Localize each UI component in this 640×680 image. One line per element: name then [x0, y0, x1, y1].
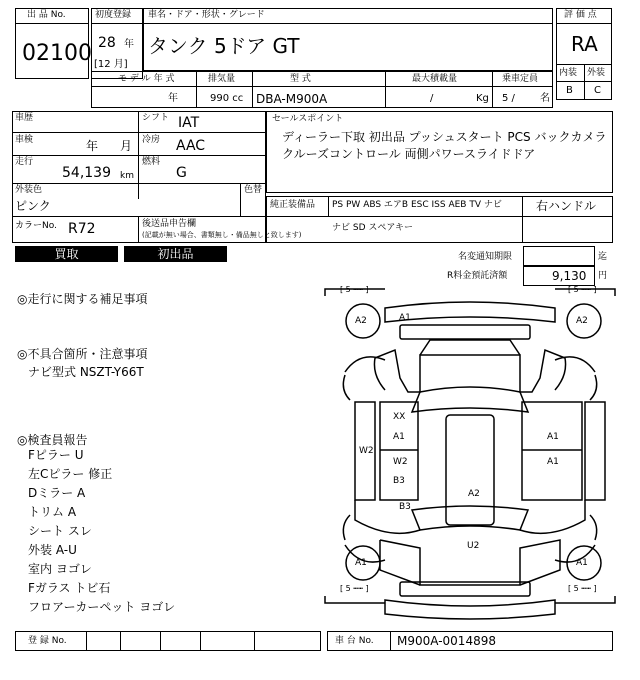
corner-label-tr: [ 5 ┅┅ ] [568, 285, 597, 294]
interior-score: B [566, 85, 573, 96]
inspector-item: 外装 A-U [28, 543, 77, 557]
sales-points-line2: クルーズコントロール 両側パワースライドドア [282, 147, 536, 161]
ac: AAC [176, 138, 206, 154]
color-no-label: カラーNo. [15, 221, 57, 231]
shift-label: シフト [142, 113, 170, 123]
damage-mark-rr-wheel: A1 [576, 558, 588, 568]
inspector-item: 左Cピラー 修正 [28, 467, 113, 481]
damage-mark-left-front-door: A1 [393, 432, 405, 442]
damage-mark-rear-gate: U2 [467, 541, 480, 551]
damage-mark-roof: A2 [468, 489, 480, 499]
post-note: (記載が無い場合、書類無し・備品無しと致します) [142, 231, 302, 239]
inspection-month: 月 [120, 139, 133, 153]
shift: IAT [178, 115, 200, 131]
grade-score: RA [571, 32, 598, 56]
exterior-label: 外装 [587, 68, 606, 78]
car-name: タンク 5ドア GT [148, 34, 300, 58]
color-no: R72 [68, 221, 96, 237]
mileage-label: 走行 [15, 157, 34, 167]
first-reg-year-unit: 年 [124, 39, 134, 50]
capacity: 5 / [502, 93, 515, 104]
model: DBA-M900A [256, 92, 328, 106]
options: ナビ SD スペアキー [332, 223, 414, 233]
inspection-label: 車検 [15, 135, 34, 145]
supplement-title: ◎走行に関する補足事項 [17, 292, 148, 306]
damage-mark-right-front-door: A1 [547, 432, 559, 442]
lot-no: 02100 [22, 41, 92, 66]
displacement-label: 排気量 [208, 74, 236, 84]
inspector-item: シート スレ [28, 524, 92, 538]
inspection-year: 年 [86, 139, 99, 153]
damage-mark-left-quarter-b3: B3 [399, 502, 411, 512]
model-year-label: モ デ ル 年 式 [118, 74, 175, 84]
color-change-label: 色替 [244, 185, 263, 195]
equipment: PS PW ABS エアB ESC ISS AEB TV ナビ [332, 200, 502, 210]
inspector-item: トリム A [28, 505, 77, 519]
capacity-unit: 名 [540, 93, 550, 104]
model-year-unit: 年 [168, 93, 178, 104]
capacity-label: 乗車定員 [502, 74, 539, 84]
name-change-unit: 迄 [598, 252, 608, 262]
sales-points-line1: ディーラー下取 初出品 プッシュスタート PCS バックカメラ [282, 130, 607, 144]
ac-label: 冷房 [142, 135, 161, 145]
damage-mark-left-side-w2: W2 [359, 446, 374, 456]
inspector-item: フロアーカーペット ヨゴレ [28, 600, 176, 614]
corner-label-tl: [ 5 ┅┅ ] [340, 285, 369, 294]
inspector-item: 室内 ヨゴレ [28, 562, 92, 576]
buy-badge: 買取 [15, 246, 118, 262]
fuel-label: 燃料 [142, 157, 161, 167]
first-listing-badge: 初出品 [124, 246, 227, 262]
max-load-unit: Kg [476, 93, 489, 104]
max-load-label: 最大積載量 [412, 74, 458, 84]
fuel: G [176, 165, 187, 181]
defects-title: ◎不具合箇所・注意事項 [17, 347, 148, 361]
grade-label: 評 価 点 [564, 10, 597, 20]
damage-mark-fl-wheel: A2 [355, 316, 367, 326]
first-reg-label: 初度登録 [95, 10, 132, 20]
handle: 右ハンドル [536, 199, 597, 213]
color-label: 外装色 [15, 185, 43, 195]
inspector-title: ◎検査員報告 [17, 433, 88, 447]
damage-mark-fr-wheel: A2 [576, 316, 588, 326]
damage-mark-right-rear-door: A1 [547, 457, 559, 467]
damage-mark-xx: XX [393, 412, 406, 422]
history-label: 車歴 [15, 113, 34, 123]
name-change-label: 名変通知期限 [458, 252, 513, 262]
inspector-item: Fピラー U [28, 448, 84, 462]
displacement: 990 cc [210, 93, 244, 104]
max-load-slash: / [430, 93, 434, 104]
damage-mark-left-rear-w2: W2 [393, 457, 408, 467]
inspector-item: Fガラス トビ石 [28, 581, 111, 595]
mileage: 54,139 [62, 165, 111, 181]
defects-item: ナビ型式 NSZT-Y66T [28, 365, 144, 379]
chassis-no: M900A-0014898 [397, 634, 496, 648]
model-label: 型 式 [290, 74, 311, 84]
car-name-label: 車名・ドア・形状・グレード [148, 10, 265, 20]
recycle-value: 9,130 [552, 269, 587, 283]
damage-mark-rl-wheel: A1 [355, 558, 367, 568]
damage-mark-front-bumper: A1 [399, 313, 411, 323]
mileage-unit: km [120, 171, 134, 181]
corner-label-br: [ 5 ┅┅ ] [568, 584, 597, 593]
post-label: 後送品申告欄 [142, 219, 197, 229]
first-reg-year: 28 [98, 35, 116, 51]
lot-no-label: 出 品 No. [27, 10, 66, 20]
reg-no-label: 登 録 No. [28, 636, 67, 646]
damage-mark-left-rear-b3: B3 [393, 476, 405, 486]
equipment-label: 純正装備品 [270, 200, 316, 210]
interior-label: 内装 [559, 68, 578, 78]
corner-label-bl: [ 5 ┅┅ ] [340, 584, 369, 593]
recycle-label: R料金預託済額 [447, 271, 508, 281]
color: ピンク [15, 199, 51, 213]
first-reg-month: [12 月] [94, 59, 128, 70]
exterior-score: C [594, 85, 601, 96]
inspector-item: Dミラー A [28, 486, 86, 500]
sales-points-label: セールスポイント [272, 114, 344, 124]
recycle-unit: 円 [598, 271, 608, 281]
chassis-label: 車 台 No. [335, 636, 374, 646]
